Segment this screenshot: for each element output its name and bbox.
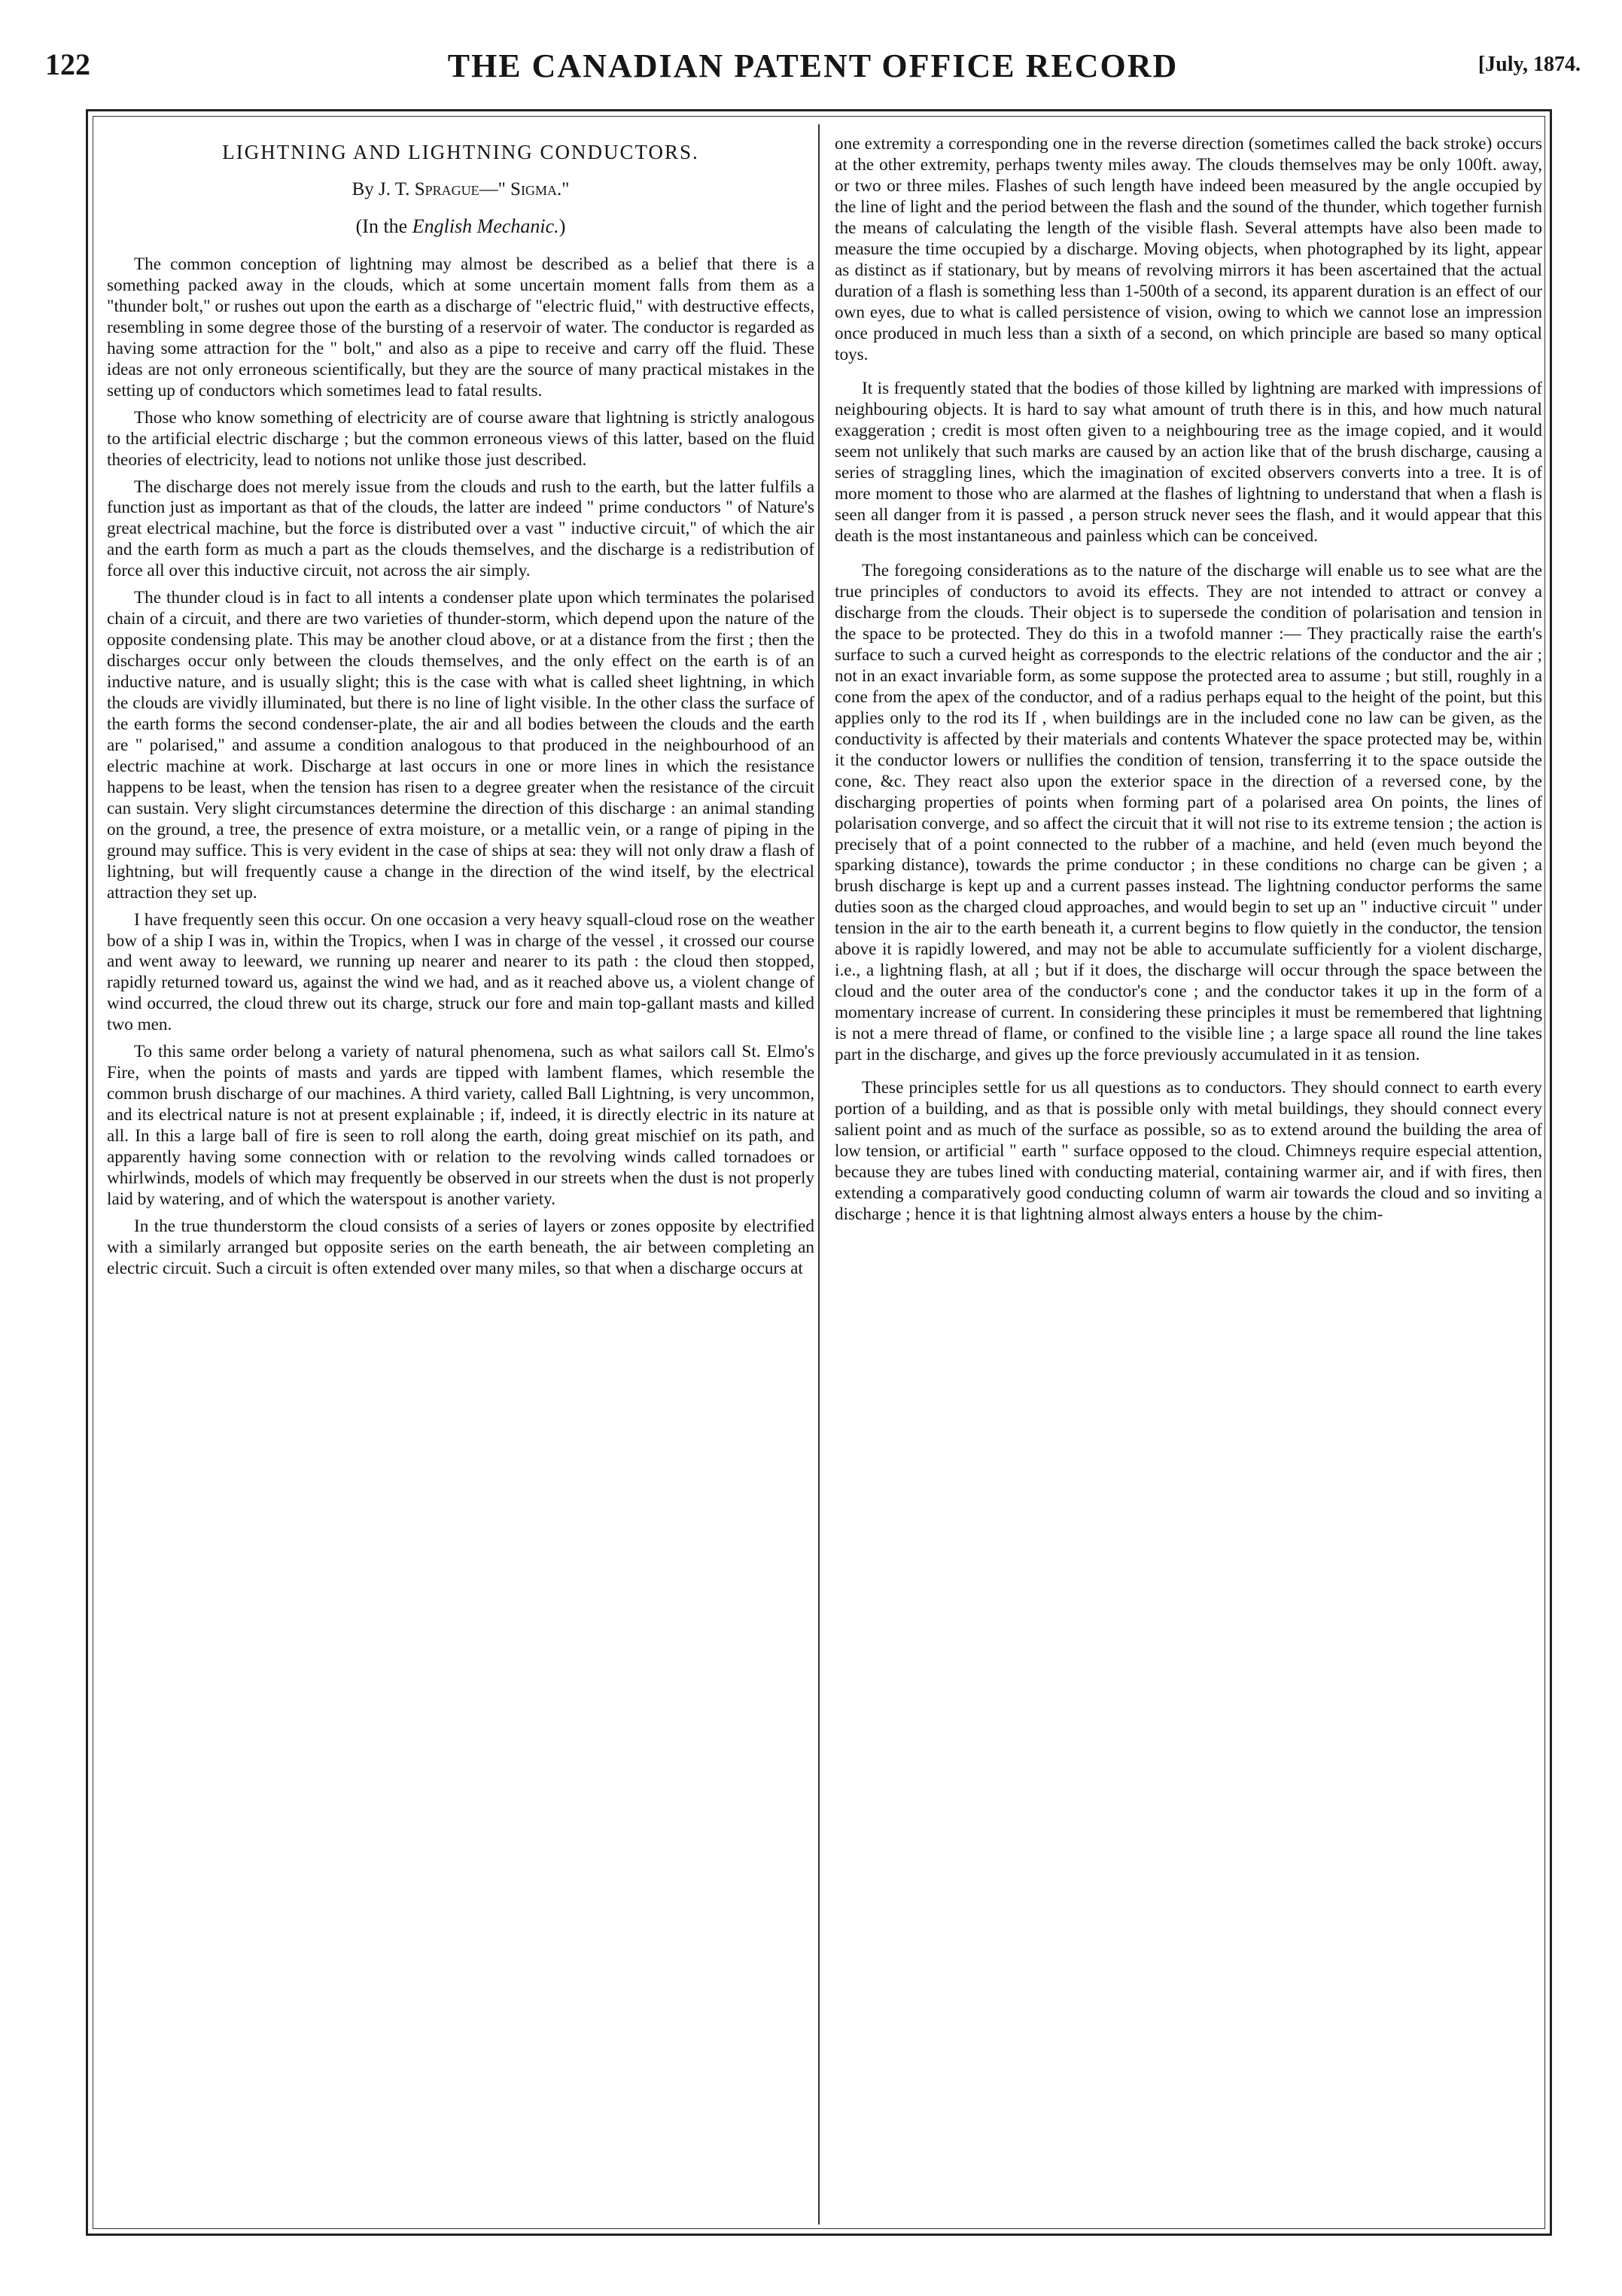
source-suffix: ) [558, 215, 566, 237]
paragraph: It is frequently stated that the bodies of those killed by lightning are marked with impressions of neighbouring objects. It is hard to say what amount of truth there is in this, and how much natural exaggeration ; credit is most often given to a neighbouring tree as the image copied, and it would seem not unlikely that such marks are caused by an action like that of the brush discharge, causing a series of straggling lines, which the imagination of excited observers converts into a tree. It is of more moment to those who are alarmed at the flashes of lightning to understand that when a flash is seen all danger from it is passed , a person struck never sees the flash, and it would appear that this death is the most instantaneous and painless which can be conceived. [835, 379, 1542, 547]
paragraph: The common conception of lightning may almost be described as a belief that there is a something packed away in the clouds, which at some uncertain moment falls from them as a "thunder bolt," or rushes out upon the earth as a discharge of "electric fluid," with destructive effects, resembling in some degree those of the bursting of a reservoir of water. The conductor is regarded as having some attraction for the " bolt," and also as a pipe to receive and carry off the fluid. These ideas are not only erroneous scientifically, but they are the source of many practical mistakes in the setting up of conductors which sometimes lead to fatal results. [107, 254, 814, 400]
byline-prefix: By [351, 178, 374, 199]
right-column [835, 134, 1542, 2212]
article-title: LIGHTNING AND LIGHTNING CONDUCTORS. [222, 141, 699, 163]
paragraph: To this same order belong a variety of natural phenomena, such as what sailors call St. Elmo's Fire, when the points of masts and yards are tipped with lambent flames, which resemble the common brush discharge of our machines. A third variety, called Ball Lightning, is very uncommon, and its electrical nature is not at present explainable ; if, indeed, it is directly electric in its nature at all. In this a large ball of fire is seen to roll along the earth, doing great mischief on its path, and apparently having some connection with or relation to the revolving winds called tornadoes or whirlwinds, models of which may frequently be observed in our streets when the dust is not properly laid by watering, and of which the waterspout is another variety. [107, 1042, 814, 1209]
paragraph: In the true thunderstorm the cloud consists of a series of layers or zones opposite by electrified with a similarly arranged but opposite series on the earth beneath, the air between completing an electric circuit. Such a circuit is often extended over many miles, so that when a discharge occurs at [107, 1216, 814, 1278]
left-column [107, 134, 814, 2212]
paragraph: The discharge does not merely issue from the clouds and rush to the earth, but the latter fulfils a function just as important as that of the clouds, the latter are indeed " prime conductors " of Nature's great electrical machine, but the force is distributed over a vast " inductive circuit," of which the air and the earth form as much a part as the clouds themselves, and the discharge is a redistribution of force all over this inductive circuit, not across the air simply. [107, 477, 814, 581]
paragraph: These principles settle for us all questions as to conductors. They should connect to earth every portion of a building, and as that is possible only with metal buildings, they should connect every salient point and as much of the surface as possible, so as to extend around the building the area of low tension, or artificial " earth " surface opposed to the cloud. Chimneys require especial attention, because they are tubes lined with conducting material, containing warmer air, and if with fires, then extending a comparatively good conducting column of warm air towards the cloud and so inviting a discharge ; hence it is that lightning almost always enters a house by the chim- [835, 1077, 1542, 1224]
paragraph: one extremity a corresponding one in the reverse direction (sometimes called the back stroke) occurs at the other extremity, perhaps twenty miles away. The clouds themselves may be only 100ft. away, or two or three miles. Flashes of such length have indeed been measured by the angle occupied by the line of light and the period between the flash and the sound of the thunder, which together furnish the means of calculating the length of the visible flash. Several attempts have also been made to measure the time occupied by a discharge. Moving objects, when photographed by its light, appear as distinct as if stationary, but by means of revolving mirrors it has been ascertained that the actual duration of a flash is something less than 1-500th of a second, its apparent duration is an effect of our own eyes, due to what is called persistence of vision, owing to which we cannot lose an impression once produced in much less than a sixth of a second, on which principle are based so many optical toys. [835, 134, 1542, 364]
paragraph: The foregoing considerations as to the nature of the discharge will enable us to see what are the true principles of conductors to avoid its effects. They are not intended to attract or convey a discharge from the clouds. Their object is to supersede the condition of polarisation and tension in the space to be protected. They do this in a twofold manner :— They practically raise the earth's surface to such a curved height as corresponds to the electric relations of the conductor and the air ; not in an exact invariable form, as some suppose the protected area to assume ; but still, roughly in a cone from the apex of the conductor, and of a radius perhaps equal to the height of the point, but this applies only to the rod its If , when buildings are in the included cone no law can be given, as the conductivity is affected by their materials and contents Whatever the space protected may be, within it the conductor lowers or nullifies the condition of tension, transferring it to the space outside the cone, &c. They react also upon the exterior space in the direction of a reversed cone, by the discharging properties of points when forming part of a polarised area On points, the lines of polarisation converge, and so affect the circuit that it will not rise to its extreme tension ; the action is precisely that of a point connected to the rubber of a machine, and held (even much beyond the sparking distance), towards the prime conductor ; in these conditions no charge can be given ; a brush discharge is kept up and a current passes instead. The lightning conductor performs the same duties soon as the charged cloud approaches, and would begin to set up an " inductive circuit " under tension in the air to the earth beneath it, a current begins to flow quietly in the conductor, the tension above it is rapidly lowered, and may not be able to accumulate sufficiently for a violent discharge, i.e., a lightning flash, at all ; but if it does, the discharge will occur through the space between the cloud and the outer area of the conductor's cone ; and the conductor takes it up in the form of a momentary increase of current. In considering these principles it must be remembered that lightning is not a mere thread of flame, or confined to the visible line ; a large space all round the line takes part in the discharge, and gives up the force previously accumulated in it as tension. [835, 561, 1542, 1065]
article-byline [107, 178, 814, 201]
paragraph: Those who know something of electricity are of course aware that lightning is strictly analogous to the artificial electric discharge ; but the common erroneous views of this latter, based on the fluid theories of electricity, lead to notions not unlike those just described. [107, 407, 814, 470]
page-number: 122 [45, 47, 90, 81]
journal-title: THE CANADIAN PATENT OFFICE RECORD [447, 47, 1179, 84]
source-publication: English Mechanic. [412, 215, 559, 237]
issue-date: [July, 1874. [1477, 53, 1581, 76]
article-source [107, 215, 814, 238]
byline-author: J. T. Sprague—" Sigma." [379, 178, 570, 199]
page-header [45, 47, 1581, 92]
column-divider [818, 124, 820, 2224]
paragraph: The thunder cloud is in fact to all intents a condenser plate upon which terminates the polarised chain of a circuit, and there are two varieties of thunder-storm, which depend upon the nature of the opposite condensing plate. This may be another cloud above, or at a distance from the first ; then the discharges occur only between the clouds themselves, and the only effect on the earth is of an inductive nature, and is usually slight; this is the case with what is called sheet lightning, in which the clouds are vividly illuminated, but there is no line of light visible. In the other class the surface of the earth forms the second condenser-plate, the air and all bodies between the clouds and the earth are " polarised," and assume a condition analogous to that produced in the neighbourhood of an electric machine at work. Discharge at last occurs in one or more lines in which the resistance happens to be least, when the tension has risen to a degree greater when the resistance of the circuit can sustain. Very slight circumstances determine the direction of this discharge : an animal standing on the ground, a tree, the presence of extra moisture, or a metallic vein, or a range of piping in the ground may suffice. This is very evident in the case of ships at sea: they will not only draw a flash of lightning, but will frequently cause a change in the direction of the wind itself, by the electrical attraction they set up. [107, 588, 814, 903]
source-prefix: (In the [355, 215, 412, 237]
paragraph: I have frequently seen this occur. On one occasion a very heavy squall-cloud rose on the weather bow of a ship I was in, within the Tropics, when I was in charge of the vessel , it crossed our course and went away to leeward, we running up nearer and nearer to its path : the cloud then stopped, rapidly returned toward us, against the wind we had, and as it reached above us, a violent change of wind occurred, the cloud threw out its charge, struck our fore and main top-gallant masts and killed two men. [107, 909, 814, 1035]
